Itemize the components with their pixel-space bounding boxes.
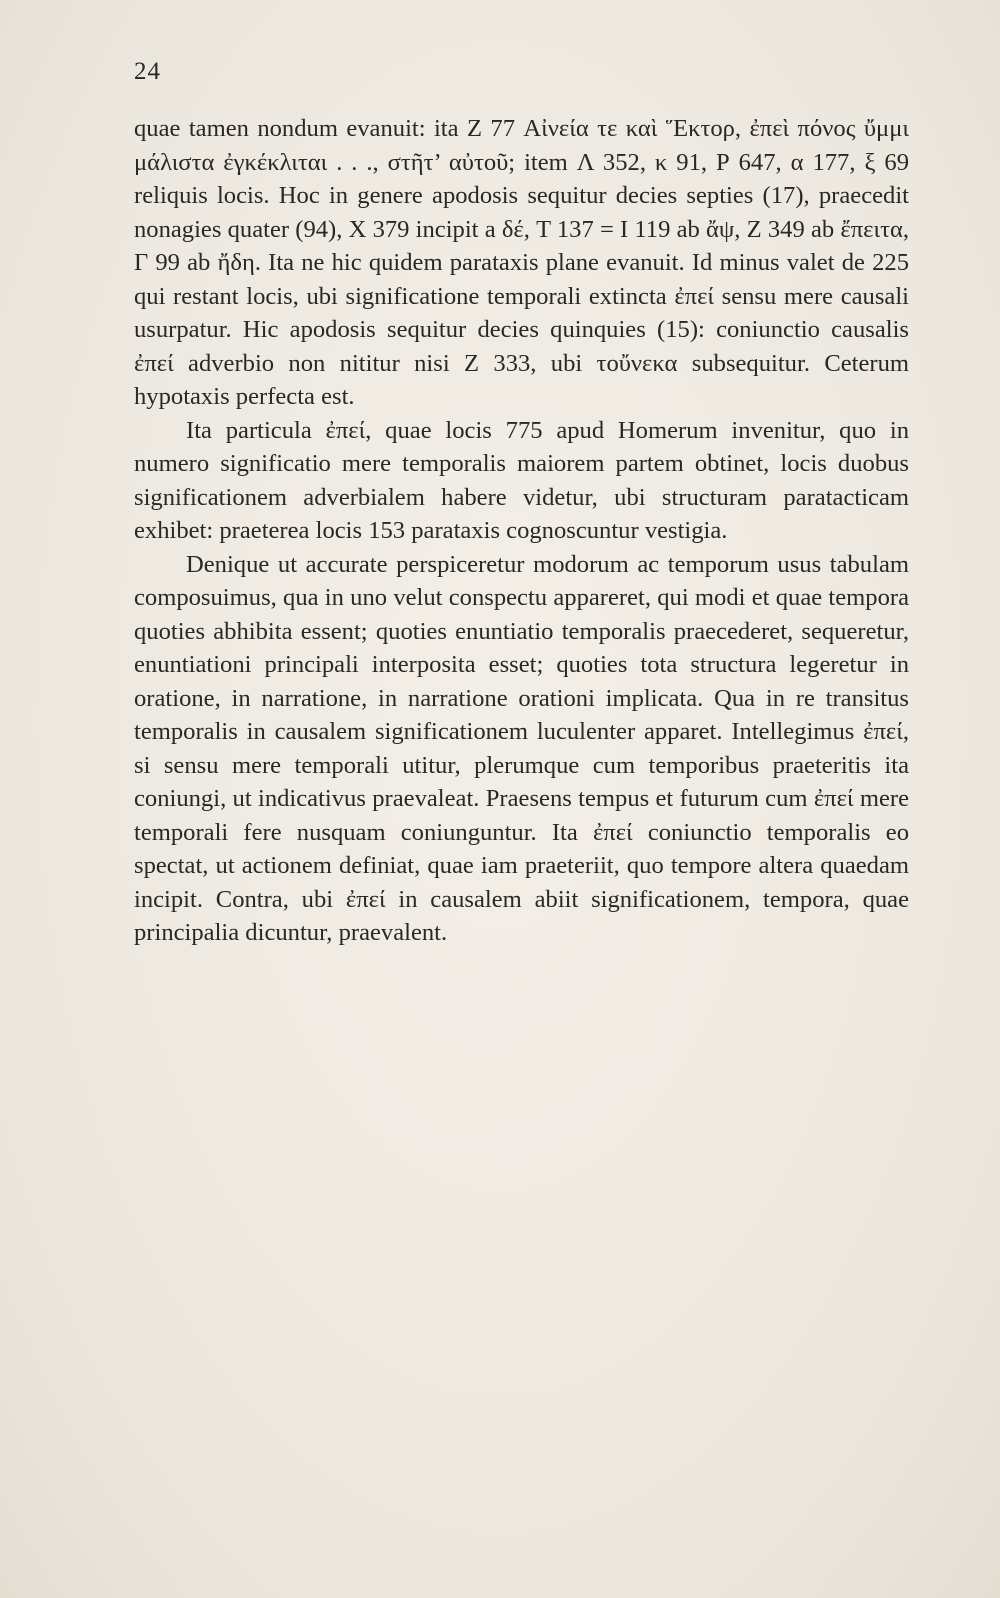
page-number: 24	[134, 58, 161, 85]
paragraph-1: quae tamen nondum evanuit: ita Z 77 Αἰνεία τε καὶ Ἕκτορ, ἐπεὶ πόνος ὔμμι μάλιστα ἐγκέκλιται . . ., στῆτ’ αὐτοῦ; item Λ 352, κ 91, Ρ 647, α 177, ξ 69 reliquis locis. Hoc in genere apodosis sequitur decies septies (17), praecedit nonagies quater (94), X 379 incipit a δέ, T 137 = Ι 119 ab ἄψ, Z 349 ab ἔπειτα, Γ 99 ab ἤδη. Ita ne hic quidem parataxis plane evanuit. Id minus valet de 225 qui restant locis, ubi significatione temporali extincta ἐπεί sensu mere causali usurpatur. Hic apodosis sequitur decies quinquies (15): coniunctio causalis ἐπεί adverbio non nititur nisi Z 333, ubi τοὔνεκα subsequitur. Ceterum hypotaxis perfecta est.	[134, 115, 909, 410]
paragraph-2: Ita particula ἐπεί, quae locis 775 apud Homerum invenitur, quo in numero significatio mere temporalis maiorem partem obtinet, locis duobus significationem adverbialem habere videtur, ubi structuram paratacticam exhibet: praeterea locis 153 parataxis cognoscuntur vestigia.	[134, 416, 909, 544]
paragraph-3: Denique ut accurate perspiceretur modorum ac temporum usus tabulam composuimus, qua in uno velut conspectu appareret, qui modi et quae tempora quoties abhibita essent; quoties enuntiatio temporalis praecederet, sequeretur, enuntiationi principali interposita esset; quoties tota structura legeretur in oratione, in narratione, in narratione orationi implicata. Qua in re transitus temporalis in causalem significationem luculenter apparet. Intellegimus ἐπεί, si sensu mere temporali utitur, plerumque cum temporibus praeteritis ita coniungi, ut indicativus praevaleat. Praesens tempus et futurum cum ἐπεί mere temporali fere nusquam coniunguntur. Ita ἐπεί coniunctio temporalis eo spectat, ut actionem definiat, quae iam praeteriit, quo tempore altera quaedam incipit. Contra, ubi ἐπεί in causalem abiit significationem, tempora, quae principalia dicuntur, praevalent.	[134, 550, 909, 946]
body-text	[134, 112, 909, 950]
